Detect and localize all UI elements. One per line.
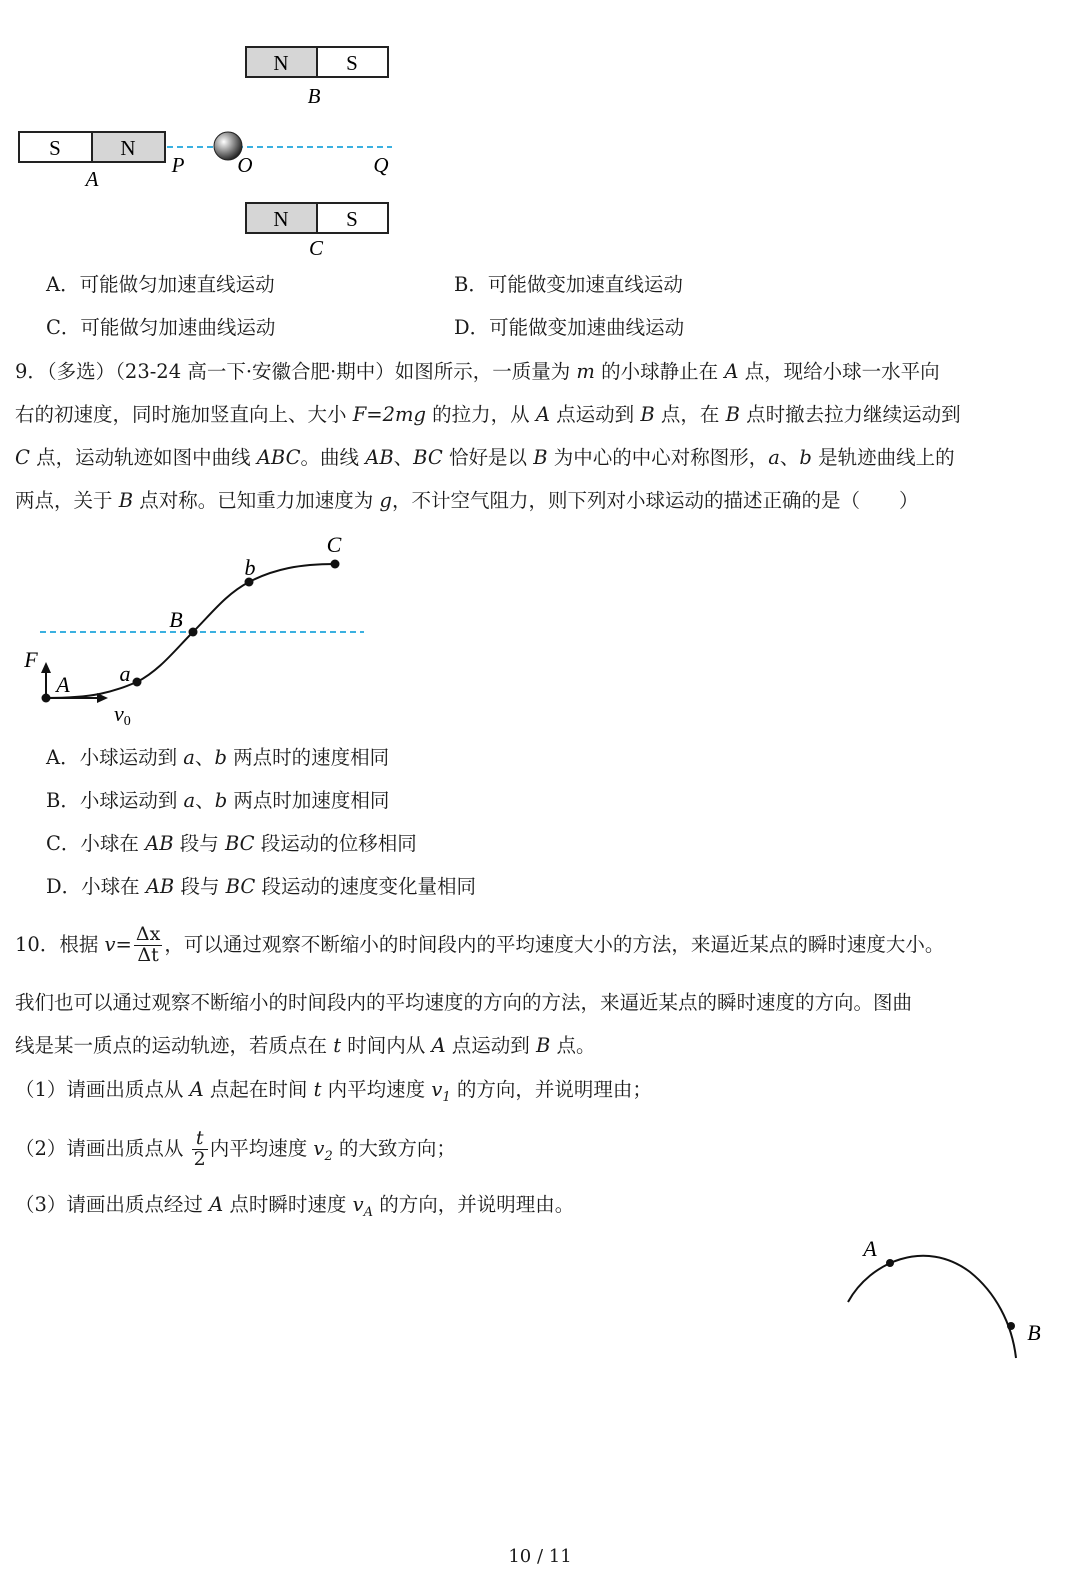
magnet-a-left-pole: S	[49, 136, 61, 160]
q8-option-c: C．可能做匀加速曲线运动	[46, 316, 276, 339]
point-o-label: O	[237, 153, 253, 177]
magnet-c-label: C	[308, 236, 324, 260]
q10-sub-3: （3）请画出质点经过 A 点时瞬时速度 $v_A$ 的方向，并说明理由。	[15, 1193, 575, 1220]
magnet-b-label: B	[307, 84, 321, 108]
page-number: 10 / 11	[508, 1546, 572, 1567]
q8-option-d: D．可能做变加速曲线运动	[454, 316, 685, 339]
q10-sub-2: （2）请画出质点从 $\frac{t}{2}$ 内平均速度 $v_2$ 的大致方向；	[15, 1127, 456, 1170]
arc-label-a: A	[863, 1236, 877, 1261]
q9-option-d: D．小球在 AB 段与 BC 段运动的速度变化量相同	[46, 875, 476, 898]
label-c: C	[326, 532, 342, 557]
q10-stem-line-2: 我们也可以通过观察不断缩小的时间段内的平均速度的方向的方法，来逼近某点的瞬时速度的方向。图曲	[15, 991, 913, 1014]
q9-stem-line-3: C 点，运动轨迹如图中曲线 ABC。曲线 AB、BC 恰好是以 B 为中心的中心对称图形，a、b 是轨迹曲线上的	[15, 446, 955, 469]
magnet-c-left-pole: N	[273, 207, 289, 231]
q8-option-a: A．可能做匀加速直线运动	[46, 273, 275, 296]
half-time-fraction: $\frac{t}{2}$	[193, 1127, 206, 1170]
magnet-b-left-pole: N	[273, 51, 289, 75]
q9-stem-line-1: 9．（多选）（23-24 高一下·安徽合肥·期中）如图所示，一质量为 m 的小球静止在 A 点，现给小球一水平向	[15, 360, 940, 383]
label-small-a: a	[119, 661, 131, 686]
q9-option-c: C．小球在 AB 段与 BC 段运动的位移相同	[46, 832, 417, 855]
arc-label-b: B	[1027, 1320, 1041, 1345]
q10-sub-1: （1）请画出质点从 A 点起在时间 t 内平均速度 $v_1$ 的方向，并说明理由；	[15, 1078, 652, 1105]
velocity-fraction: $\frac{\Delta x}{\Delta t}$	[135, 923, 161, 966]
label-small-b: b	[244, 555, 256, 580]
q9-option-b: B．小球运动到 a、b 两点时加速度相同	[46, 789, 390, 812]
label-a: A	[56, 672, 70, 697]
magnet-b-right-pole: S	[346, 51, 358, 75]
label-v0: v0	[114, 701, 131, 729]
label-b: B	[169, 607, 183, 632]
arc-point-a-dot	[886, 1259, 894, 1267]
q8-option-b: B．可能做变加速直线运动	[454, 273, 683, 296]
point-p-label: P	[171, 153, 185, 177]
q10-stem-line-1: 10．根据 v= $\frac{\Delta x}{\Delta t}$ ，可以通过观察不断缩小的时间段内的平均速度大小的方法，来逼近某点的瞬时速度大小。	[15, 923, 945, 966]
magnet-c-right-pole: S	[346, 207, 358, 231]
q9-stem-line-2: 右的初速度，同时施加竖直向上、大小 F=2mg 的拉力，从 A 点运动到 B 点，在 B 点时撤去拉力继续运动到	[15, 403, 961, 426]
arc-point-b-dot	[1007, 1322, 1015, 1330]
magnet-a-right-pole: N	[120, 136, 136, 160]
q9-option-a: A．小球运动到 a、b 两点时的速度相同	[46, 746, 390, 769]
magnet-a-label: A	[85, 167, 99, 191]
q10-stem-line-3: 线是某一质点的运动轨迹，若质点在 t 时间内从 A 点运动到 B 点。	[15, 1034, 596, 1057]
point-q-label: Q	[373, 153, 389, 177]
arc-curve	[848, 1256, 1016, 1358]
q9-stem-line-4: 两点，关于 B 点对称。已知重力加速度为 g，不计空气阻力，则下列对小球运动的描述正确的是（ ）	[15, 489, 919, 512]
label-f: F	[24, 647, 38, 672]
